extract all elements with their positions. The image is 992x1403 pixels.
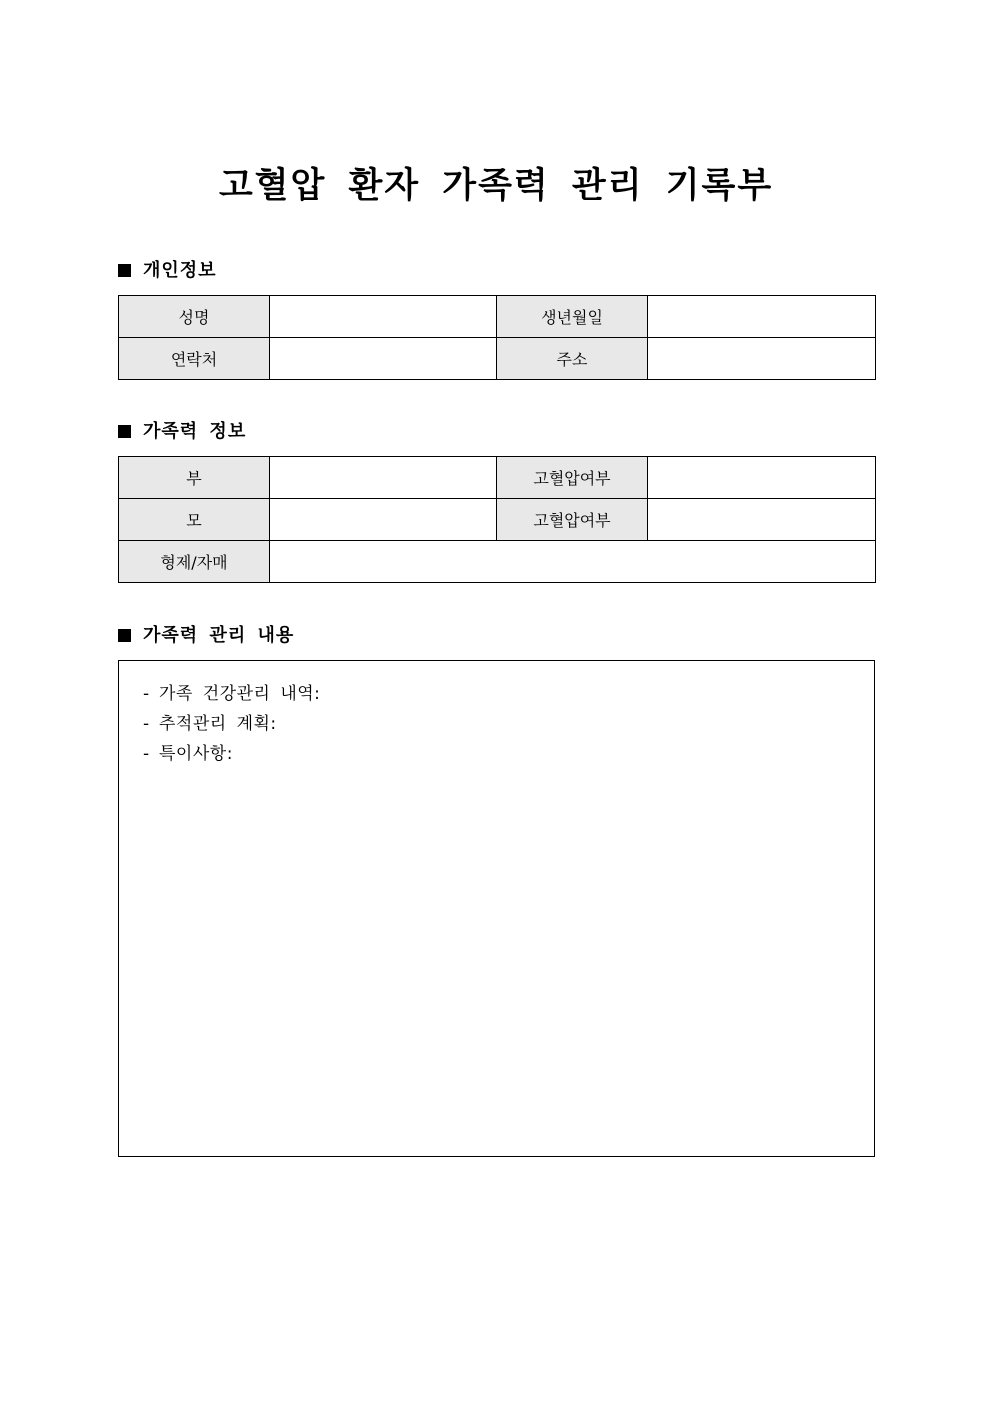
family-health-history-label: 가족 건강관리 내역: — [159, 684, 321, 704]
table-row — [119, 296, 876, 338]
section-heading-personal — [118, 259, 217, 283]
mother-hypertension-field[interactable] — [648, 499, 876, 541]
section-heading-management — [118, 624, 294, 648]
section-heading-family — [118, 420, 246, 444]
dash-bullet: - — [143, 684, 150, 704]
mother-label: 모 — [119, 499, 270, 541]
square-bullet-icon — [118, 425, 131, 438]
follow-up-plan-label: 추적관리 계획: — [159, 714, 277, 734]
section-heading-family-label: 가족력 정보 — [143, 421, 247, 442]
table-row — [119, 457, 876, 499]
siblings-label: 형제/자매 — [119, 541, 270, 583]
section-heading-management-label: 가족력 관리 내용 — [143, 625, 295, 646]
siblings-field[interactable] — [270, 541, 876, 583]
family-history-table — [118, 456, 876, 583]
management-content-box[interactable] — [118, 660, 875, 1157]
list-item — [143, 739, 874, 769]
father-hypertension-field[interactable] — [648, 457, 876, 499]
square-bullet-icon — [118, 264, 131, 277]
list-item — [143, 709, 874, 739]
address-label: 주소 — [497, 338, 648, 380]
contact-label: 연락처 — [119, 338, 270, 380]
father-hypertension-label: 고혈압여부 — [497, 457, 648, 499]
name-field[interactable] — [270, 296, 497, 338]
father-field[interactable] — [270, 457, 497, 499]
contact-field[interactable] — [270, 338, 497, 380]
management-item-list — [119, 661, 874, 769]
mother-hypertension-label: 고혈압여부 — [497, 499, 648, 541]
table-row — [119, 499, 876, 541]
birthdate-label: 생년월일 — [497, 296, 648, 338]
address-field[interactable] — [648, 338, 876, 380]
square-bullet-icon — [118, 629, 131, 642]
list-item — [143, 679, 874, 709]
table-row — [119, 338, 876, 380]
document-title: 고혈압 환자 가족력 관리 기록부 — [218, 166, 774, 206]
dash-bullet: - — [143, 714, 150, 734]
personal-info-table — [118, 295, 876, 380]
birthdate-field[interactable] — [648, 296, 876, 338]
special-notes-label: 특이사항: — [159, 744, 233, 764]
section-heading-personal-label: 개인정보 — [143, 260, 217, 281]
table-row — [119, 541, 876, 583]
name-label: 성명 — [119, 296, 270, 338]
father-label: 부 — [119, 457, 270, 499]
dash-bullet: - — [143, 744, 150, 764]
mother-field[interactable] — [270, 499, 497, 541]
